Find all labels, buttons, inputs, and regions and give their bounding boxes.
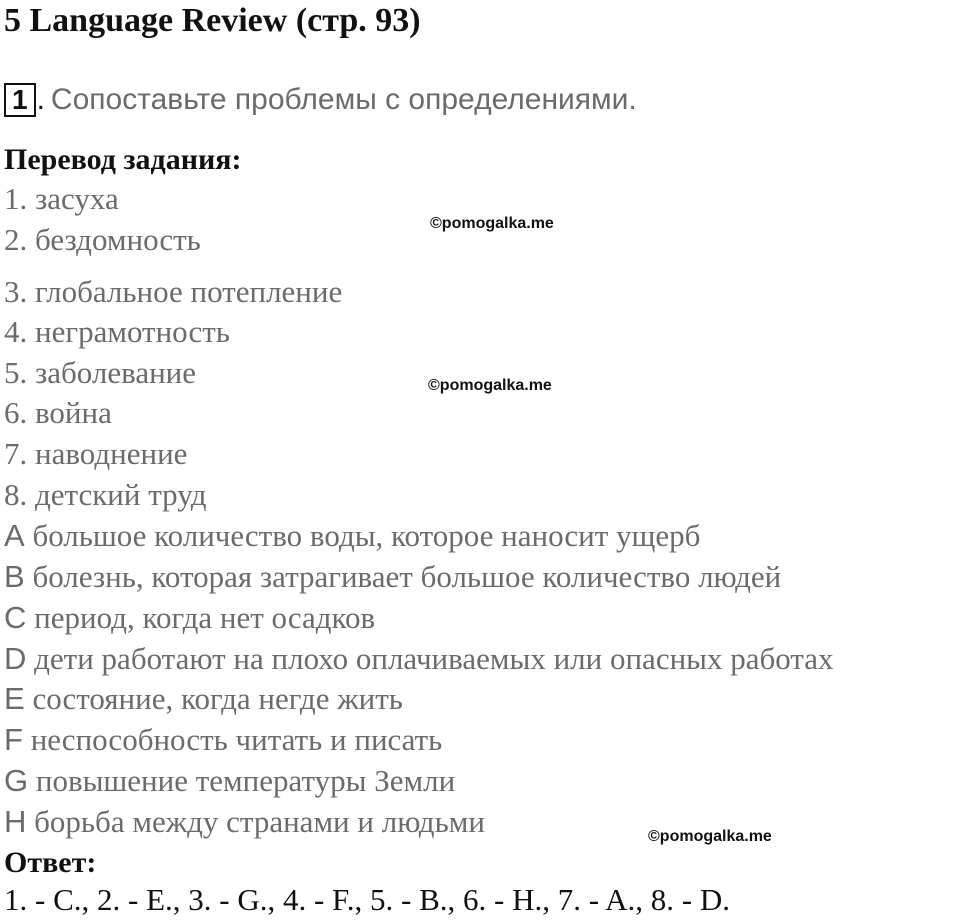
list-item: 6. война bbox=[4, 395, 112, 430]
definition-text: неспособность читать и писать bbox=[30, 722, 443, 757]
list-item: 3. глобальное потепление bbox=[4, 274, 343, 309]
watermark: ©pomogalka.me bbox=[428, 377, 552, 394]
definition-item bbox=[4, 598, 375, 638]
translation-heading: Перевод задания: bbox=[4, 143, 242, 176]
definition-text: период, когда нет осадков bbox=[34, 600, 376, 635]
task-statement bbox=[4, 80, 637, 120]
list-item: 1. засуха bbox=[4, 181, 119, 216]
task-number-dot: . bbox=[36, 83, 45, 116]
definition-letter: B bbox=[4, 559, 25, 594]
definition-item bbox=[4, 761, 455, 801]
definition-item bbox=[4, 720, 442, 760]
definition-letter: G bbox=[4, 763, 29, 798]
answer-heading: Ответ: bbox=[4, 846, 97, 879]
definition-item bbox=[4, 639, 834, 679]
definition-text: борьба между странами и людьми bbox=[34, 804, 485, 839]
definition-text: дети работают на плохо оплачиваемых или опасных работах bbox=[34, 641, 834, 676]
answer-text: 1. - C., 2. - E., 3. - G., 4. - F., 5. - B., 6. - H., 7. - A., 8. - D. bbox=[4, 882, 730, 917]
definition-letter: F bbox=[4, 722, 23, 757]
task-number-box: 1 bbox=[4, 83, 36, 117]
definition-text: болезнь, которая затрагивает большое количество людей bbox=[32, 559, 782, 594]
watermark: ©pomogalka.me bbox=[430, 215, 554, 232]
definition-letter: E bbox=[4, 681, 25, 716]
page-title: 5 Language Review (стр. 93) bbox=[4, 2, 421, 39]
definition-item bbox=[4, 802, 485, 842]
definition-text: повышение температуры Земли bbox=[35, 763, 456, 798]
list-item: 8. детский труд bbox=[4, 477, 207, 512]
definition-letter: D bbox=[4, 641, 27, 676]
watermark: ©pomogalka.me bbox=[648, 828, 772, 845]
definition-item bbox=[4, 679, 403, 719]
list-item: 5. заболевание bbox=[4, 355, 197, 390]
definition-letter: C bbox=[4, 600, 27, 635]
list-item: 2. бездомность bbox=[4, 222, 201, 257]
list-item: 4. неграмотность bbox=[4, 314, 230, 349]
definition-text: состояние, когда негде жить bbox=[32, 681, 403, 716]
task-text: Сопоставьте проблемы с определениями. bbox=[50, 83, 637, 116]
definition-item bbox=[4, 516, 700, 556]
list-item: 7. наводнение bbox=[4, 436, 188, 471]
definition-text: большое количество воды, которое наносит ущерб bbox=[32, 518, 701, 553]
definition-letter: A bbox=[4, 518, 25, 553]
definition-item bbox=[4, 557, 781, 597]
definition-letter: H bbox=[4, 804, 27, 839]
